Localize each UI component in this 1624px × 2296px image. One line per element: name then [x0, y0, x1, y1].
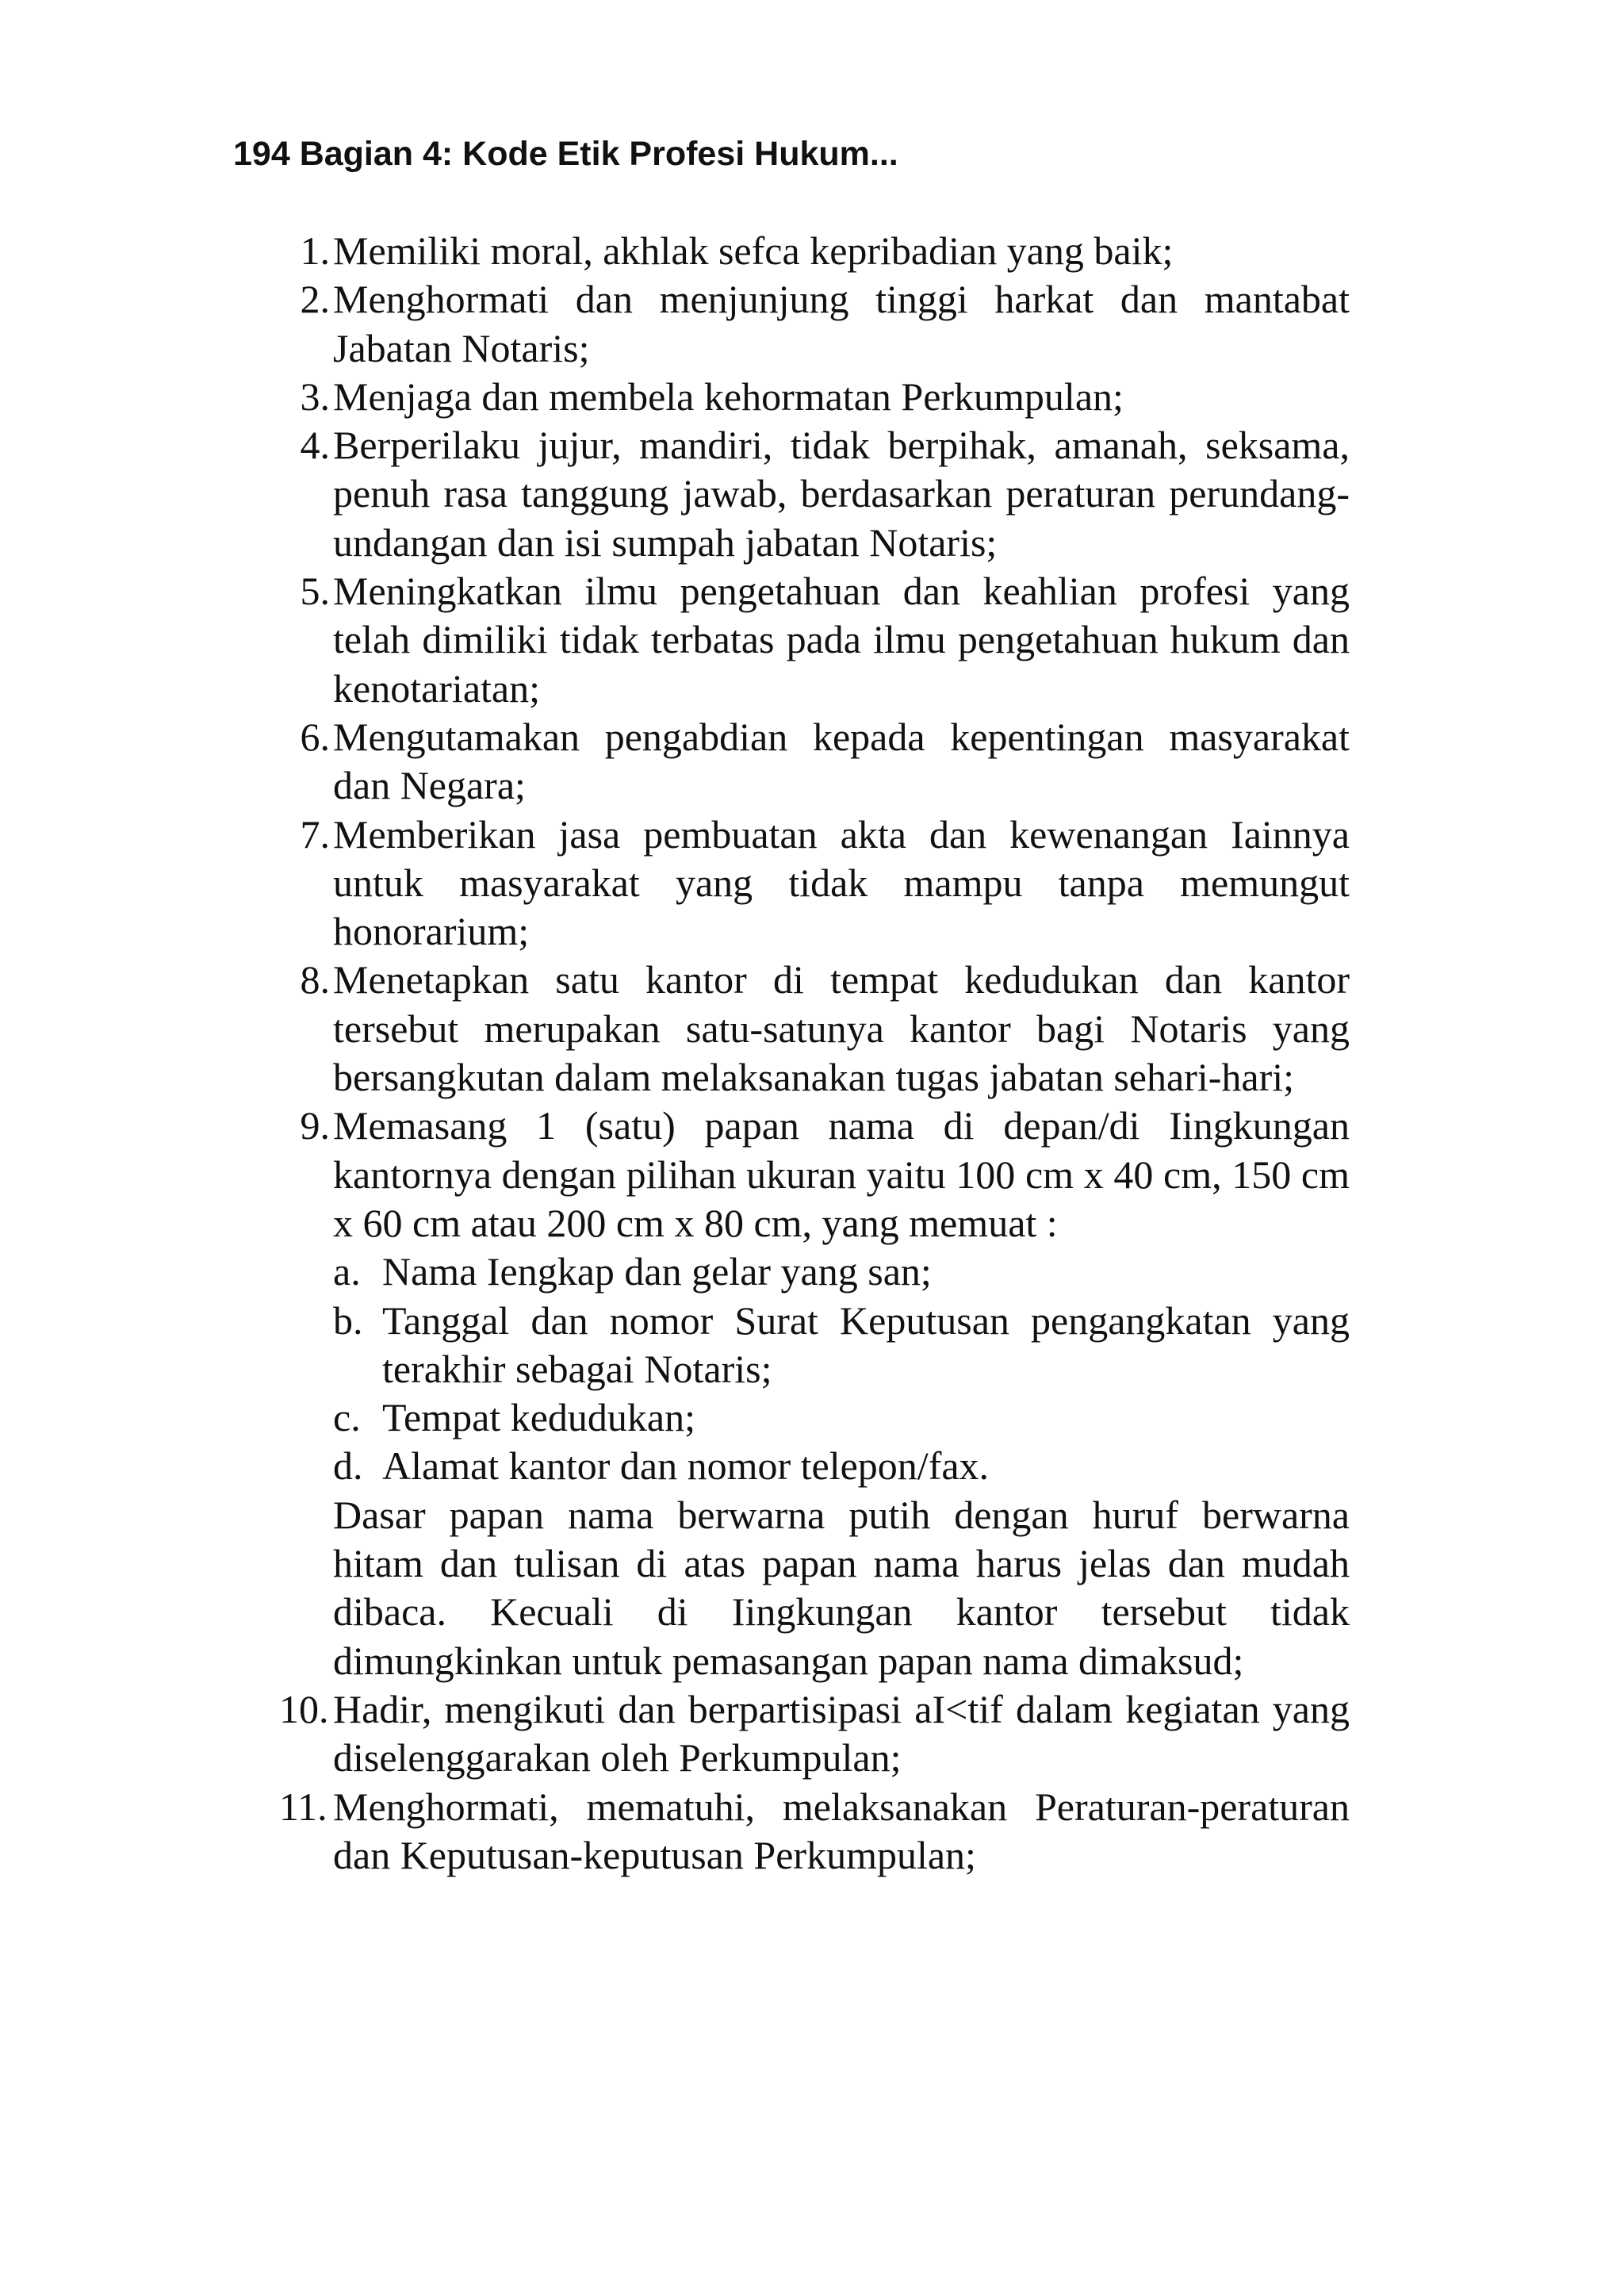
list-item-number: 5.	[300, 569, 330, 614]
list-item	[300, 811, 1350, 956]
list-item	[300, 956, 1350, 1102]
list-item-text: Meningkatkan ilmu pengetahuan dan keahlian profesi yang telah dimiliki tidak terbatas pada ilmu pengetahuan hukum dan kenotariatan;	[333, 569, 1350, 711]
list-item	[279, 1685, 1350, 1783]
sub-list-item-text: Nama Iengkap dan gelar yang san;	[382, 1249, 932, 1294]
sub-list-item	[333, 1393, 1350, 1442]
list-item-text: Hadir, mengikuti dan berpartisipasi aI<tif dalam kegiatan yang diselenggarakan oleh Perkumpulan;	[333, 1686, 1350, 1780]
list-item-text: Menghormati dan menjunjung tinggi harkat dan mantabat Jabatan Notaris;	[333, 277, 1350, 370]
list-item	[279, 1783, 1350, 1880]
list-item-number: 2.	[300, 277, 330, 322]
list-item-number: 9.	[300, 1103, 330, 1148]
list-item-number: 6.	[300, 714, 330, 759]
list-item-number: 8.	[300, 957, 330, 1002]
list-item-number: 10.	[279, 1686, 329, 1731]
sub-list-item	[333, 1248, 1350, 1296]
sub-list-item-text: Alamat kantor dan nomor telepon/fax.	[382, 1443, 990, 1489]
sub-list-item-text: Tempat kedudukan;	[382, 1395, 695, 1440]
list-item-number: 3.	[300, 374, 330, 419]
list-item-text: Memberikan jasa pembuatan akta dan kewenangan Iainnya untuk masyarakat yang tidak mampu tanpa memungut honorarium;	[333, 811, 1350, 954]
list-item	[300, 567, 1350, 713]
list-item	[300, 421, 1350, 567]
sub-list-item-letter: c.	[333, 1395, 361, 1440]
list-item-number: 11.	[279, 1784, 327, 1829]
sub-list-item-letter: d.	[333, 1443, 363, 1489]
list-item-number: 7.	[300, 811, 330, 857]
sub-list-item	[333, 1297, 1350, 1394]
list-item-text: Berperilaku jujur, mandiri, tidak berpihak, amanah, seksama, penuh rasa tanggung jawab, berdasarkan peraturan perundang-undangan dan isi sumpah jabatan Notaris;	[333, 423, 1350, 565]
item-paragraph: Dasar papan nama berwarna putih dengan huruf berwarna hitam dan tulisan di atas papan nama harus jelas dan mudah dibaca. Kecuali di Iingkungan kantor tersebut tidak dimungkinkan untuk pemasangan papan nama dimaksud;	[333, 1492, 1350, 1683]
list-item	[300, 227, 1350, 275]
numbered-list	[0, 227, 1624, 1880]
list-item-text: Menetapkan satu kantor di tempat kedudukan dan kantor tersebut merupakan satu-satunya kantor bagi Notaris yang bersangkutan dalam melaksanakan tugas jabatan sehari-hari;	[333, 957, 1350, 1100]
list-item-text: Menjaga dan membela kehormatan Perkumpulan;	[333, 374, 1124, 419]
list-item	[300, 275, 1350, 373]
sub-list-item	[333, 1442, 1350, 1490]
list-item-number: 4.	[300, 423, 330, 468]
list-item	[300, 713, 1350, 811]
list-item-number: 1.	[300, 228, 330, 273]
sub-list-item-letter: b.	[333, 1297, 363, 1343]
list-item-text: Menghormati, mematuhi, melaksanakan Peraturan-peraturan dan Keputusan-keputusan Perkumpulan;	[333, 1784, 1350, 1877]
sub-list-item-letter: a.	[333, 1249, 361, 1294]
list-item	[300, 373, 1350, 421]
list-item-text: Mengutamakan pengabdian kepada kepentingan masyarakat dan Negara;	[333, 714, 1350, 808]
list-item-text: Memasang 1 (satu) papan nama di depan/di Iingkungan kantornya dengan pilihan ukuran yaitu 100 cm x 40 cm, 150 cm x 60 cm atau 200 cm x 80 cm, yang memuat :	[333, 1103, 1350, 1245]
sub-list-item-text: Tanggal dan nomor Surat Keputusan pengangkatan yang terakhir sebagai Notaris;	[382, 1297, 1350, 1391]
list-item-text: Memiliki moral, akhlak sefca kepribadian yang baik;	[333, 228, 1174, 273]
list-item	[300, 1102, 1350, 1685]
page-header: 194 Bagian 4: Kode Etik Profesi Hukum...	[233, 135, 898, 173]
